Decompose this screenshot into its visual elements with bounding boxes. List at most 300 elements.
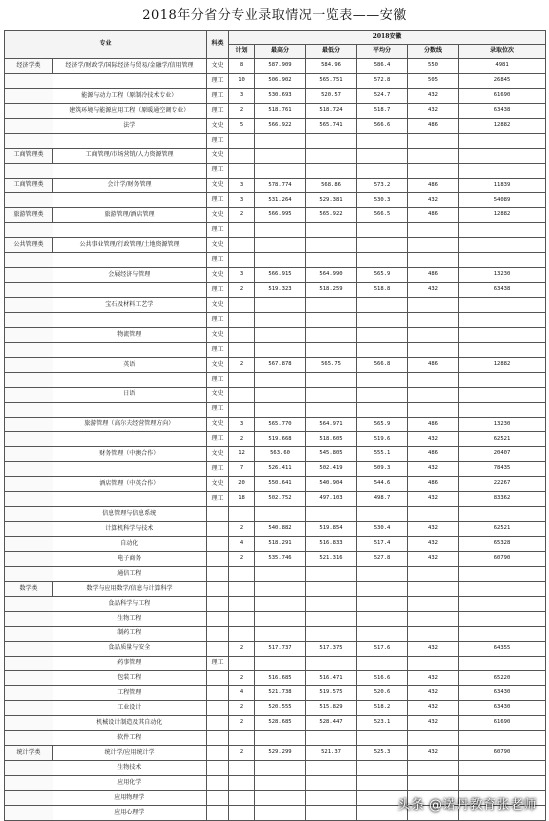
major-cell: 信息管理与信息系统: [53, 507, 207, 522]
value-cell: 3: [229, 417, 255, 432]
value-cell: 2: [229, 103, 255, 118]
value-cell: [357, 163, 408, 178]
category-cell: 旅游管理类: [5, 208, 53, 223]
value-cell: 63438: [459, 283, 546, 298]
table-row: [5, 103, 546, 118]
value-cell: 60790: [459, 551, 546, 566]
value-cell: [459, 761, 546, 776]
table-row: [5, 776, 546, 791]
value-cell: 432: [408, 641, 459, 656]
value-cell: 519.323: [255, 283, 306, 298]
value-cell: [408, 327, 459, 342]
track-cell: 理工: [207, 492, 229, 507]
track-cell: 理工: [207, 88, 229, 103]
value-cell: [459, 776, 546, 791]
value-cell: 13230: [459, 268, 546, 283]
table-row: [5, 357, 546, 372]
value-cell: [408, 776, 459, 791]
value-cell: [229, 342, 255, 357]
value-cell: 564.971: [306, 417, 357, 432]
value-cell: [459, 387, 546, 402]
track-cell: [207, 507, 229, 522]
value-cell: 565.751: [306, 73, 357, 88]
value-cell: 523.1: [357, 716, 408, 731]
major-cell: 应用物理学: [53, 790, 207, 805]
value-cell: 518.259: [306, 283, 357, 298]
track-cell: 文史: [207, 327, 229, 342]
value-cell: 432: [408, 671, 459, 686]
value-cell: 528.447: [306, 716, 357, 731]
value-cell: 3: [229, 268, 255, 283]
value-cell: [408, 223, 459, 238]
value-cell: 586.4: [357, 59, 408, 74]
value-cell: [459, 626, 546, 641]
value-cell: [229, 163, 255, 178]
value-cell: 516.6: [357, 671, 408, 686]
major-cell: [53, 73, 207, 88]
value-cell: [357, 223, 408, 238]
category-cell: 经济学类: [5, 59, 53, 74]
major-cell: 经济学/财政学/国际经济与贸易/金融学/信用管理: [53, 59, 207, 74]
value-cell: 5: [229, 118, 255, 133]
value-cell: [306, 596, 357, 611]
value-cell: 8: [229, 59, 255, 74]
table-row: [5, 596, 546, 611]
value-cell: 63430: [459, 686, 546, 701]
value-cell: 528.685: [255, 716, 306, 731]
value-cell: [357, 656, 408, 671]
category-cell: [5, 103, 53, 118]
major-cell: 统计学/应用统计学: [53, 746, 207, 761]
value-cell: 519.575: [306, 686, 357, 701]
value-cell: [255, 387, 306, 402]
value-cell: 566.995: [255, 208, 306, 223]
track-cell: 文史: [207, 238, 229, 253]
value-cell: 524.7: [357, 88, 408, 103]
value-cell: [255, 327, 306, 342]
value-cell: [459, 312, 546, 327]
value-cell: 12882: [459, 357, 546, 372]
value-cell: 518.761: [255, 103, 306, 118]
value-cell: [255, 790, 306, 805]
category-cell: [5, 417, 53, 432]
table-row: [5, 148, 546, 163]
value-cell: 432: [408, 492, 459, 507]
value-cell: [408, 402, 459, 417]
value-cell: 62521: [459, 522, 546, 537]
value-cell: 518.8: [357, 283, 408, 298]
value-cell: 22267: [459, 477, 546, 492]
value-cell: [306, 133, 357, 148]
value-cell: 2: [229, 432, 255, 447]
value-cell: [459, 581, 546, 596]
value-cell: [459, 566, 546, 581]
value-cell: 521.37: [306, 746, 357, 761]
value-cell: 3: [229, 88, 255, 103]
value-cell: 566.6: [357, 118, 408, 133]
value-cell: 564.990: [306, 268, 357, 283]
value-cell: [408, 581, 459, 596]
value-cell: 2: [229, 208, 255, 223]
table-row: [5, 477, 546, 492]
value-cell: 83362: [459, 492, 546, 507]
value-cell: 432: [408, 462, 459, 477]
watermark: 头条 @诺丹教育张老师: [397, 798, 537, 813]
major-cell: 能源与动力工程（原制冷技术专业）: [53, 88, 207, 103]
value-cell: [229, 327, 255, 342]
track-cell: 文史: [207, 118, 229, 133]
value-cell: [229, 238, 255, 253]
value-cell: [357, 298, 408, 313]
value-cell: 515.829: [306, 701, 357, 716]
major-cell: 工程管理: [53, 686, 207, 701]
value-cell: 432: [408, 686, 459, 701]
value-cell: 78435: [459, 462, 546, 477]
track-cell: 理工: [207, 283, 229, 298]
value-cell: [255, 298, 306, 313]
table-row: [5, 417, 546, 432]
value-cell: 505: [408, 73, 459, 88]
value-cell: 12882: [459, 118, 546, 133]
value-cell: [255, 731, 306, 746]
value-cell: 432: [408, 701, 459, 716]
major-cell: 包装工程: [53, 671, 207, 686]
value-cell: 566.915: [255, 268, 306, 283]
value-cell: 54089: [459, 193, 546, 208]
value-cell: [255, 133, 306, 148]
value-cell: [459, 507, 546, 522]
value-cell: [229, 402, 255, 417]
value-cell: 432: [408, 283, 459, 298]
value-cell: 531.264: [255, 193, 306, 208]
value-cell: [459, 298, 546, 313]
value-cell: [229, 312, 255, 327]
value-cell: [255, 566, 306, 581]
value-cell: 432: [408, 432, 459, 447]
table-row: [5, 253, 546, 268]
table-row: [5, 462, 546, 477]
value-cell: [306, 761, 357, 776]
header-col: 录取位次: [459, 45, 546, 59]
value-cell: [255, 761, 306, 776]
value-cell: [306, 776, 357, 791]
value-cell: 61690: [459, 88, 546, 103]
major-cell: 生物工程: [53, 611, 207, 626]
value-cell: [408, 133, 459, 148]
category-cell: [5, 551, 53, 566]
value-cell: 516.471: [306, 671, 357, 686]
value-cell: 486: [408, 208, 459, 223]
table-row: [5, 507, 546, 522]
value-cell: [459, 342, 546, 357]
value-cell: [357, 238, 408, 253]
track-cell: [207, 716, 229, 731]
value-cell: [408, 387, 459, 402]
category-cell: [5, 133, 53, 148]
track-cell: 理工: [207, 342, 229, 357]
track-cell: 文史: [207, 477, 229, 492]
value-cell: 518.605: [306, 432, 357, 447]
value-cell: 519.668: [255, 432, 306, 447]
value-cell: 587.909: [255, 59, 306, 74]
track-cell: [207, 746, 229, 761]
value-cell: [306, 253, 357, 268]
value-cell: [229, 790, 255, 805]
value-cell: [306, 581, 357, 596]
value-cell: 2: [229, 746, 255, 761]
track-cell: 理工: [207, 462, 229, 477]
value-cell: [357, 761, 408, 776]
value-cell: 573.2: [357, 178, 408, 193]
value-cell: 63438: [459, 103, 546, 118]
value-cell: [255, 596, 306, 611]
value-cell: [357, 507, 408, 522]
value-cell: [229, 387, 255, 402]
value-cell: 486: [408, 178, 459, 193]
major-cell: 旅游管理/酒店管理: [53, 208, 207, 223]
track-cell: 理工: [207, 432, 229, 447]
value-cell: 2: [229, 357, 255, 372]
value-cell: 565.75: [306, 357, 357, 372]
value-cell: [255, 253, 306, 268]
major-cell: 药事管理: [53, 656, 207, 671]
major-cell: [53, 283, 207, 298]
value-cell: 519.854: [306, 522, 357, 537]
value-cell: [357, 372, 408, 387]
value-cell: 520.6: [357, 686, 408, 701]
major-cell: 英语: [53, 357, 207, 372]
track-cell: 理工: [207, 223, 229, 238]
value-cell: 12882: [459, 208, 546, 223]
value-cell: 486: [408, 268, 459, 283]
major-cell: 生物技术: [53, 761, 207, 776]
value-cell: [255, 312, 306, 327]
value-cell: 572.8: [357, 73, 408, 88]
category-cell: 数学类: [5, 581, 53, 596]
value-cell: [306, 387, 357, 402]
table-row: [5, 312, 546, 327]
category-cell: [5, 118, 53, 133]
value-cell: [255, 656, 306, 671]
value-cell: [408, 656, 459, 671]
value-cell: [306, 656, 357, 671]
major-cell: 计算机科学与技术: [53, 522, 207, 537]
value-cell: [306, 626, 357, 641]
value-cell: [357, 626, 408, 641]
major-cell: 机械设计制造及其自动化: [53, 716, 207, 731]
header-col: 计划: [229, 45, 255, 59]
table-row: [5, 372, 546, 387]
value-cell: [357, 566, 408, 581]
major-cell: [53, 312, 207, 327]
category-cell: [5, 342, 53, 357]
value-cell: 521.316: [306, 551, 357, 566]
value-cell: 540.882: [255, 522, 306, 537]
value-cell: [459, 148, 546, 163]
value-cell: [408, 596, 459, 611]
value-cell: [229, 298, 255, 313]
category-cell: [5, 641, 53, 656]
table-row: [5, 178, 546, 193]
value-cell: 26845: [459, 73, 546, 88]
value-cell: 486: [408, 477, 459, 492]
value-cell: 555.1: [357, 447, 408, 462]
table-row: [5, 671, 546, 686]
value-cell: [408, 163, 459, 178]
value-cell: 2: [229, 641, 255, 656]
major-cell: 电子商务: [53, 551, 207, 566]
category-cell: [5, 731, 53, 746]
value-cell: [459, 253, 546, 268]
track-cell: [207, 686, 229, 701]
category-cell: [5, 268, 53, 283]
value-cell: 497.103: [306, 492, 357, 507]
value-cell: 527.8: [357, 551, 408, 566]
value-cell: 502.419: [306, 462, 357, 477]
track-cell: [207, 522, 229, 537]
header-col: 最高分: [255, 45, 306, 59]
value-cell: 498.7: [357, 492, 408, 507]
value-cell: 65328: [459, 537, 546, 552]
value-cell: [306, 731, 357, 746]
value-cell: [357, 581, 408, 596]
table-row: [5, 566, 546, 581]
track-cell: [207, 596, 229, 611]
value-cell: [255, 238, 306, 253]
category-cell: [5, 611, 53, 626]
value-cell: [306, 312, 357, 327]
value-cell: 565.741: [306, 118, 357, 133]
track-cell: 文史: [207, 357, 229, 372]
track-cell: 文史: [207, 387, 229, 402]
category-cell: [5, 432, 53, 447]
value-cell: [255, 223, 306, 238]
category-cell: [5, 537, 53, 552]
value-cell: 525.3: [357, 746, 408, 761]
value-cell: [306, 238, 357, 253]
value-cell: [306, 566, 357, 581]
value-cell: 565.770: [255, 417, 306, 432]
value-cell: [229, 611, 255, 626]
value-cell: 62521: [459, 432, 546, 447]
value-cell: 3: [229, 193, 255, 208]
category-cell: [5, 686, 53, 701]
header-col: 平均分: [357, 45, 408, 59]
table-row: [5, 223, 546, 238]
value-cell: 530.3: [357, 193, 408, 208]
value-cell: [459, 596, 546, 611]
value-cell: 7: [229, 462, 255, 477]
major-cell: 应用化学: [53, 776, 207, 791]
value-cell: 519.6: [357, 432, 408, 447]
value-cell: 12: [229, 447, 255, 462]
value-cell: [306, 148, 357, 163]
value-cell: 568.86: [306, 178, 357, 193]
value-cell: [357, 312, 408, 327]
value-cell: [255, 626, 306, 641]
value-cell: [255, 611, 306, 626]
value-cell: 517.375: [306, 641, 357, 656]
track-cell: [207, 701, 229, 716]
value-cell: [459, 163, 546, 178]
category-cell: [5, 477, 53, 492]
major-cell: [53, 372, 207, 387]
value-cell: [229, 761, 255, 776]
track-cell: 理工: [207, 402, 229, 417]
category-cell: [5, 522, 53, 537]
major-cell: 酒店管理（中英合作）: [53, 477, 207, 492]
track-cell: 理工: [207, 163, 229, 178]
major-cell: [53, 253, 207, 268]
value-cell: [459, 731, 546, 746]
major-cell: [53, 193, 207, 208]
value-cell: [306, 163, 357, 178]
value-cell: [408, 148, 459, 163]
category-cell: [5, 88, 53, 103]
table-row: [5, 746, 546, 761]
category-cell: [5, 492, 53, 507]
value-cell: 432: [408, 103, 459, 118]
value-cell: [357, 611, 408, 626]
value-cell: 2: [229, 522, 255, 537]
track-cell: 文史: [207, 268, 229, 283]
category-cell: [5, 776, 53, 791]
table-row: [5, 118, 546, 133]
table-row: [5, 686, 546, 701]
value-cell: [229, 805, 255, 820]
value-cell: 432: [408, 746, 459, 761]
value-cell: 63430: [459, 701, 546, 716]
table-row: [5, 238, 546, 253]
value-cell: [306, 223, 357, 238]
value-cell: 516.833: [306, 537, 357, 552]
value-cell: 530.693: [255, 88, 306, 103]
value-cell: 502.752: [255, 492, 306, 507]
track-cell: 理工: [207, 133, 229, 148]
table-row: [5, 402, 546, 417]
category-cell: [5, 447, 53, 462]
value-cell: 545.805: [306, 447, 357, 462]
value-cell: 550.641: [255, 477, 306, 492]
table-row: [5, 656, 546, 671]
category-cell: [5, 402, 53, 417]
major-cell: 工业设计: [53, 701, 207, 716]
value-cell: [255, 776, 306, 791]
major-cell: [53, 492, 207, 507]
value-cell: 432: [408, 193, 459, 208]
major-cell: 数学与应用数学/信息与计算科学: [53, 581, 207, 596]
value-cell: [408, 731, 459, 746]
value-cell: 3: [229, 178, 255, 193]
value-cell: [357, 253, 408, 268]
table-row: [5, 611, 546, 626]
value-cell: [357, 148, 408, 163]
track-cell: [207, 805, 229, 820]
header-group: 2018安徽: [229, 31, 546, 45]
value-cell: [229, 223, 255, 238]
value-cell: 506.902: [255, 73, 306, 88]
value-cell: [306, 342, 357, 357]
value-cell: 432: [408, 88, 459, 103]
track-cell: [207, 790, 229, 805]
value-cell: 584.96: [306, 59, 357, 74]
major-cell: 财务管理（中澳合作）: [53, 447, 207, 462]
value-cell: 486: [408, 118, 459, 133]
category-cell: [5, 73, 53, 88]
category-cell: [5, 507, 53, 522]
table-row: [5, 581, 546, 596]
table-row: [5, 88, 546, 103]
